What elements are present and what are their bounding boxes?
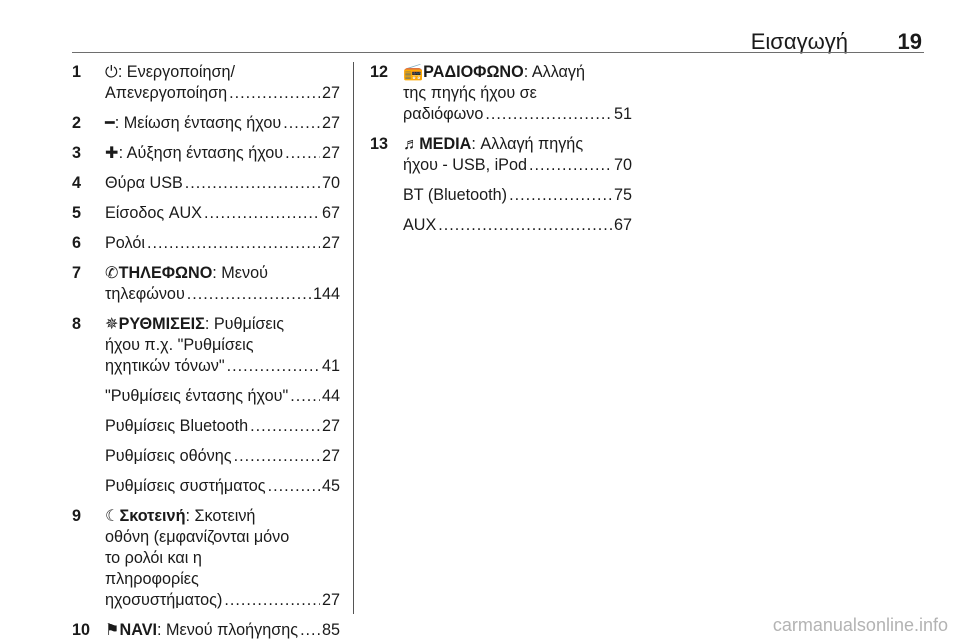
sub-entry-page-ref: 27: [321, 417, 340, 435]
entry-page-ref: 85: [321, 621, 340, 639]
entry-number: 13: [370, 135, 389, 153]
legend-entry: [72, 203, 340, 224]
entry-number: 4: [72, 174, 82, 192]
leader-dots: [300, 620, 320, 641]
sub-entry-page-ref: 45: [321, 477, 340, 495]
entry-number: 9: [72, 507, 82, 525]
leader-dots: [509, 185, 612, 206]
leader-dots: [285, 143, 320, 164]
entry-text: : Μείωση έντασης ήχου: [114, 114, 282, 132]
entry-text-group: [105, 173, 183, 194]
entry-text: Ρολόι: [105, 234, 145, 252]
entry-number: 7: [72, 264, 82, 282]
entry-text: : Ενεργοποίηση/: [117, 63, 236, 81]
entry-page-ref: 144: [312, 285, 340, 303]
legend-entry: [72, 62, 340, 104]
leader-dots: [204, 203, 320, 224]
entry-text-group: [105, 620, 298, 641]
legend-column-right: [370, 62, 632, 245]
leader-dots: [227, 356, 320, 377]
legend-entry: [72, 113, 340, 134]
plus-icon: ✚: [105, 144, 119, 162]
entry-body: [105, 203, 340, 224]
legend-entry: [72, 506, 340, 611]
entry-body: [105, 233, 340, 254]
leader-dots: [283, 113, 320, 134]
entry-text: της πηγής ήχου σε: [403, 84, 537, 102]
entry-body: [403, 62, 632, 125]
entry-body: [105, 62, 340, 104]
flag-icon: ⚑: [105, 621, 120, 639]
entry-text: : Ρυθμίσεις: [204, 315, 285, 333]
gear-icon: ✵: [105, 315, 119, 333]
entry-leader-line: [105, 356, 340, 377]
entry-text-line: [403, 62, 632, 83]
entry-page-ref: 67: [321, 204, 340, 222]
entry-text: ήχου - USB, iPod: [403, 156, 527, 174]
leader-dots: [290, 386, 320, 407]
page-header: [0, 0, 960, 60]
legend-entry: [370, 62, 632, 125]
entry-leader-line: [105, 173, 340, 194]
sub-entry-page-ref: 27: [321, 447, 340, 465]
entry-text: Απενεργοποίηση: [105, 84, 228, 102]
entry-leader-line: [403, 155, 632, 176]
entry-text-line: [403, 83, 632, 104]
entry-number: 8: [72, 315, 82, 333]
entry-text: ηχητικών τόνων": [105, 357, 225, 375]
legend-entry: [72, 233, 340, 254]
entry-text: το ρολόι και η: [105, 549, 202, 567]
column-divider: [353, 62, 354, 614]
legend-entry: [72, 620, 340, 641]
entry-body: [105, 263, 340, 305]
entry-page-ref: 27: [321, 591, 340, 609]
entry-page-ref: 70: [321, 174, 340, 192]
entry-text: Θύρα USB: [105, 174, 183, 192]
entry-text-line: [105, 314, 340, 335]
entry-body: [105, 506, 340, 611]
entry-leader-line: [105, 83, 340, 104]
entry-body: [105, 143, 340, 164]
leader-dots: [234, 446, 320, 467]
entry-page-ref: 70: [613, 156, 632, 174]
entry-text: ηχοσυστήματος): [105, 591, 223, 609]
entry-body: [105, 173, 340, 194]
sub-entry-page-ref: 44: [321, 387, 340, 405]
section-title: Εισαγωγή: [750, 29, 848, 54]
entry-leader-line: [105, 113, 340, 134]
entry-keyword: ΡΥΘΜΙΣΕΙΣ: [118, 315, 205, 333]
entry-leader-line: [105, 284, 340, 305]
entry-page-ref: 27: [321, 114, 340, 132]
radio-icon: 📻: [403, 63, 424, 81]
entry-number: 6: [72, 234, 82, 252]
sub-entry-text: BT (Bluetooth): [403, 186, 508, 204]
entry-text: οθόνη (εμφανίζονται μόνο: [105, 528, 290, 546]
entry-text: : Μενού πλοήγησης: [157, 621, 299, 639]
watermark: carmanualsonline.info: [772, 615, 948, 635]
sub-entry-text: Ρυθμίσεις οθόνης: [105, 447, 232, 465]
leader-dots: [224, 590, 320, 611]
page-number: 19: [897, 29, 922, 54]
sub-entry: [105, 446, 340, 467]
entry-text-line: [403, 134, 632, 155]
legend-entry: [370, 134, 632, 236]
leader-dots: [268, 476, 320, 497]
leader-dots: [229, 83, 320, 104]
entry-text: : Αύξηση έντασης ήχου: [118, 144, 284, 162]
entry-keyword: ΤΗΛΕΦΩΝΟ: [118, 264, 213, 282]
moon-icon: ☾: [105, 507, 120, 525]
entry-page-ref: 27: [321, 84, 340, 102]
entry-keyword: NAVI: [119, 621, 157, 639]
entry-page-ref: 51: [613, 105, 632, 123]
sub-entry: [105, 476, 340, 497]
entry-text-line: [105, 263, 340, 284]
entry-text: : Μενού: [212, 264, 268, 282]
entry-text: Είσοδος AUX: [105, 204, 202, 222]
leader-dots: [529, 155, 612, 176]
entry-leader-line: [403, 104, 632, 125]
header-rule: [72, 52, 924, 53]
leader-dots: [485, 104, 612, 125]
legend-entry: [72, 173, 340, 194]
entry-text-line: [105, 506, 340, 527]
sub-entry: [105, 386, 340, 407]
entry-text-line: [105, 569, 340, 590]
sub-entry-text: "Ρυθμίσεις έντασης ήχου": [105, 387, 289, 405]
entry-leader-line: [105, 203, 340, 224]
entry-keyword: ΡΑΔΙΟΦΩΝΟ: [423, 63, 524, 81]
entry-text: ραδιόφωνο: [403, 105, 484, 123]
entry-body: [105, 314, 340, 497]
legend-entry: [72, 143, 340, 164]
entry-text-group: [105, 233, 145, 254]
entry-leader-line: [105, 233, 340, 254]
entry-leader-line: [105, 620, 340, 641]
entry-number: 2: [72, 114, 82, 132]
entry-text-line: [105, 62, 340, 83]
leader-dots: [438, 215, 612, 236]
minus-icon: ━: [105, 114, 115, 132]
power-icon: ⏻: [105, 63, 118, 81]
entry-text: ήχου π.χ. "Ρυθμίσεις: [105, 336, 254, 354]
entry-number: 5: [72, 204, 82, 222]
leader-dots: [147, 233, 320, 254]
legend-entry: [72, 263, 340, 305]
entry-text-line: [105, 335, 340, 356]
entry-keyword: MEDIA: [419, 135, 472, 153]
sub-entry: [403, 215, 632, 236]
entry-body: [105, 113, 340, 134]
leader-dots: [185, 173, 320, 194]
sub-entry: [403, 185, 632, 206]
entry-text-group: [105, 203, 202, 224]
sub-entry-page-ref: 75: [613, 186, 632, 204]
entry-number: 10: [72, 621, 91, 639]
entry-text: πληροφορίες: [105, 570, 199, 588]
sub-entry-text: Ρυθμίσεις Bluetooth: [105, 417, 249, 435]
music-note-icon: ♬: [403, 135, 420, 153]
phone-icon: ✆: [105, 264, 119, 282]
sub-entry-page-ref: 67: [613, 216, 632, 234]
entry-keyword: Σκοτεινή: [119, 507, 186, 525]
entry-number: 1: [72, 63, 82, 81]
entry-text-line: [105, 527, 340, 548]
entry-text: τηλεφώνου: [105, 285, 185, 303]
entry-leader-line: [105, 143, 340, 164]
entry-page-ref: 27: [321, 144, 340, 162]
leader-dots: [187, 284, 311, 305]
entry-number: 12: [370, 63, 389, 81]
entry-text: : Αλλαγή πηγής: [471, 135, 584, 153]
entry-body: [403, 134, 632, 236]
entry-number: 3: [72, 144, 82, 162]
entry-text-line: [105, 548, 340, 569]
entry-page-ref: 27: [321, 234, 340, 252]
entry-leader-line: [105, 590, 340, 611]
entry-page-ref: 41: [321, 357, 340, 375]
entry-body: [105, 620, 340, 641]
sub-entry-text: Ρυθμίσεις συστήματος: [105, 477, 266, 495]
sub-entry-text: AUX: [403, 216, 437, 234]
entry-text-group: [105, 143, 283, 164]
legend-column-left: [72, 62, 340, 642]
leader-dots: [250, 416, 320, 437]
entry-text: : Αλλαγή: [523, 63, 586, 81]
entry-text-group: [105, 113, 281, 134]
entry-text: : Σκοτεινή: [185, 507, 256, 525]
sub-entry: [105, 416, 340, 437]
legend-entry: [72, 314, 340, 497]
